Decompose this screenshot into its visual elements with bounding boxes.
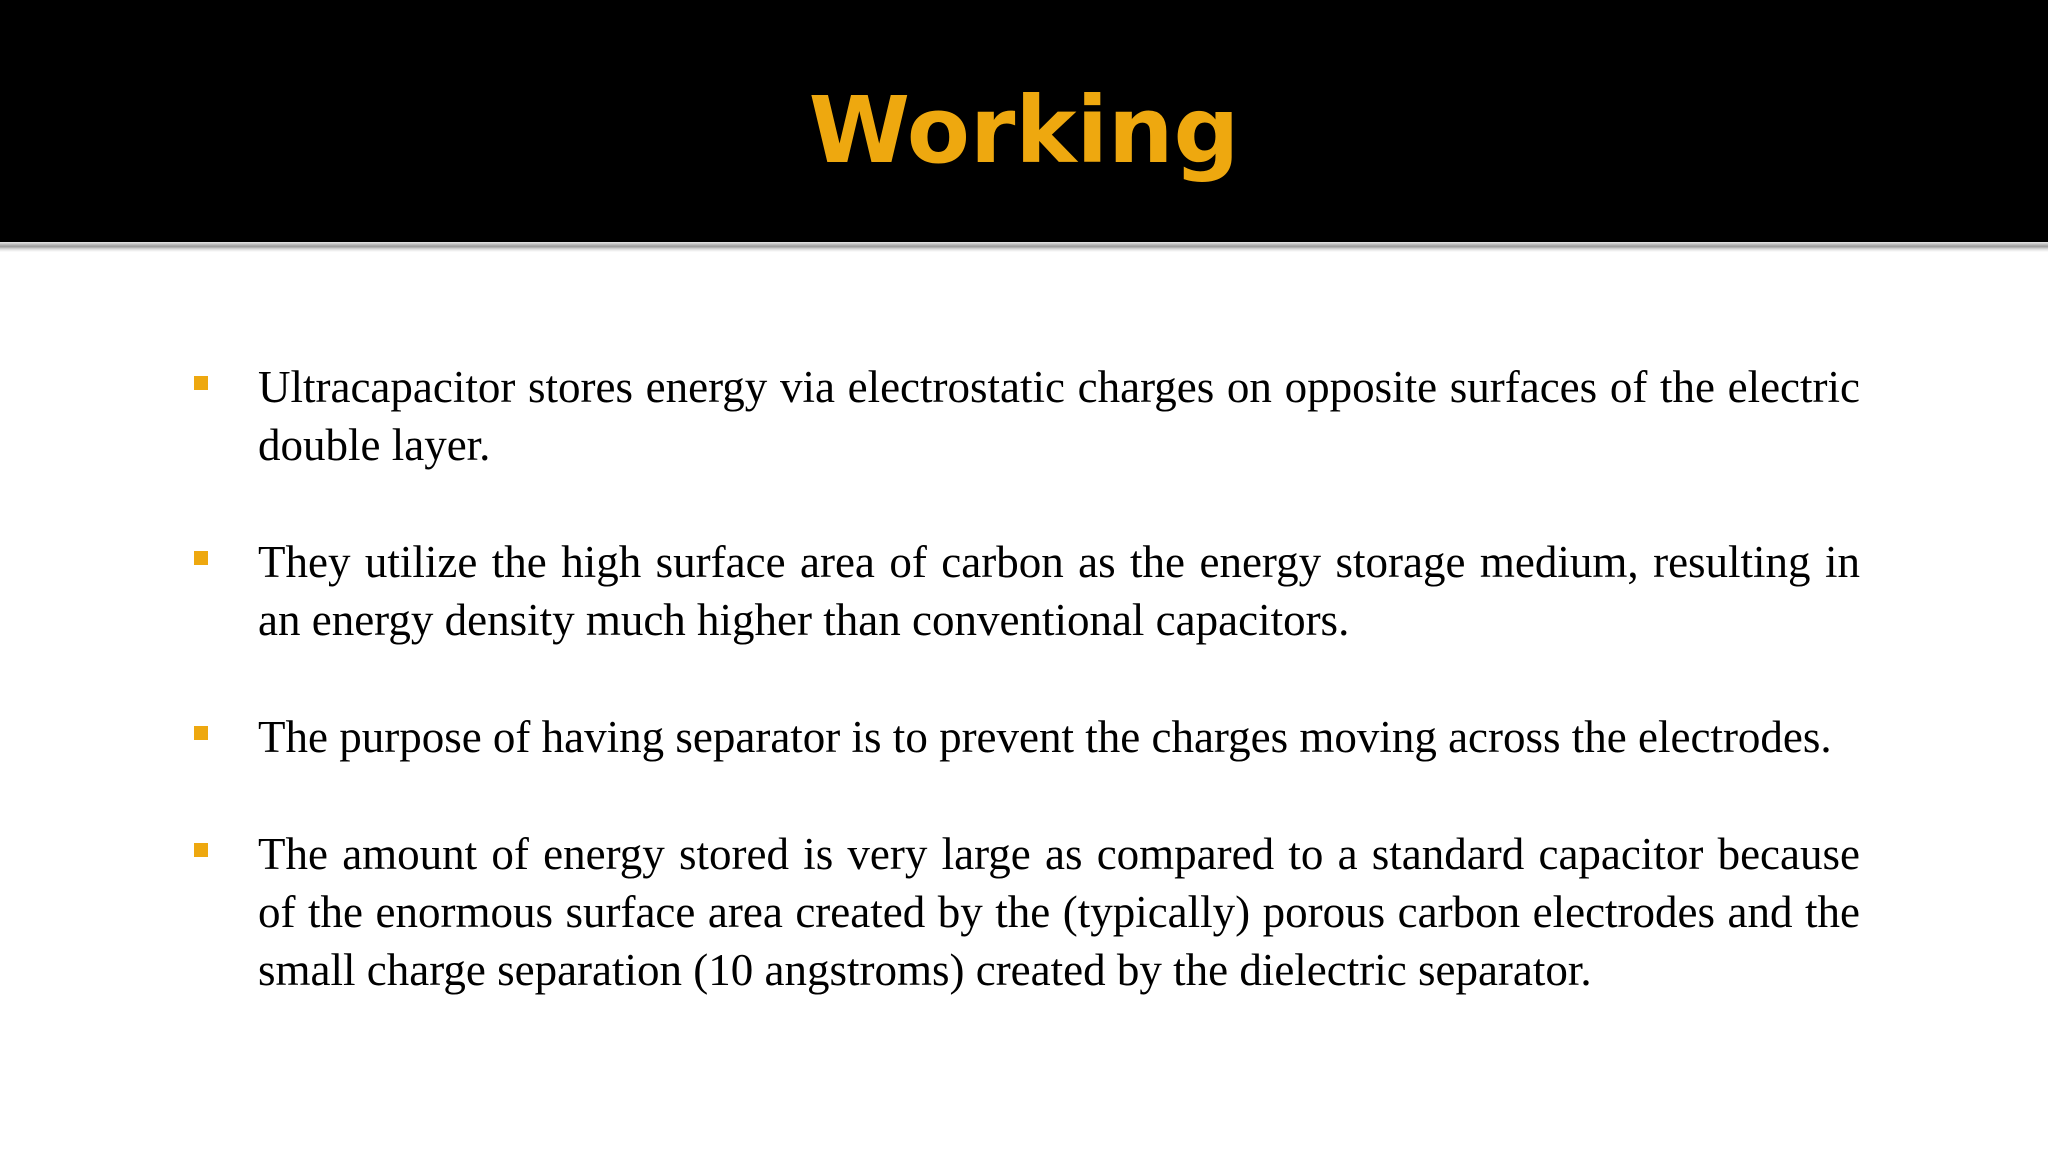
bullet-list — [190, 358, 1860, 1058]
bullet-item — [190, 708, 1860, 766]
bullet-text: The purpose of having separator is to prevent the charges moving across the electrodes. — [258, 712, 1832, 762]
bullet-item — [190, 825, 1860, 999]
bullet-text: They utilize the high surface area of carbon as the energy storage medium, resulting in an energy density much higher than conventional capacitors. — [258, 537, 1860, 645]
square-bullet-icon — [194, 726, 208, 740]
bullet-text: Ultracapacitor stores energy via electrostatic charges on opposite surfaces of the electric double layer. — [258, 362, 1860, 470]
bullet-item — [190, 533, 1860, 649]
slide-title: Working — [808, 77, 1240, 184]
bullet-text: The amount of energy stored is very large as compared to a standard capacitor because of the enormous surface area created by the (typically) porous carbon electrodes and the small charge separation (10 angstroms) created by the dielectric separator. — [258, 829, 1860, 995]
square-bullet-icon — [194, 843, 208, 857]
title-divider — [0, 242, 2048, 252]
bullet-item — [190, 358, 1860, 474]
square-bullet-icon — [194, 551, 208, 565]
square-bullet-icon — [194, 376, 208, 390]
